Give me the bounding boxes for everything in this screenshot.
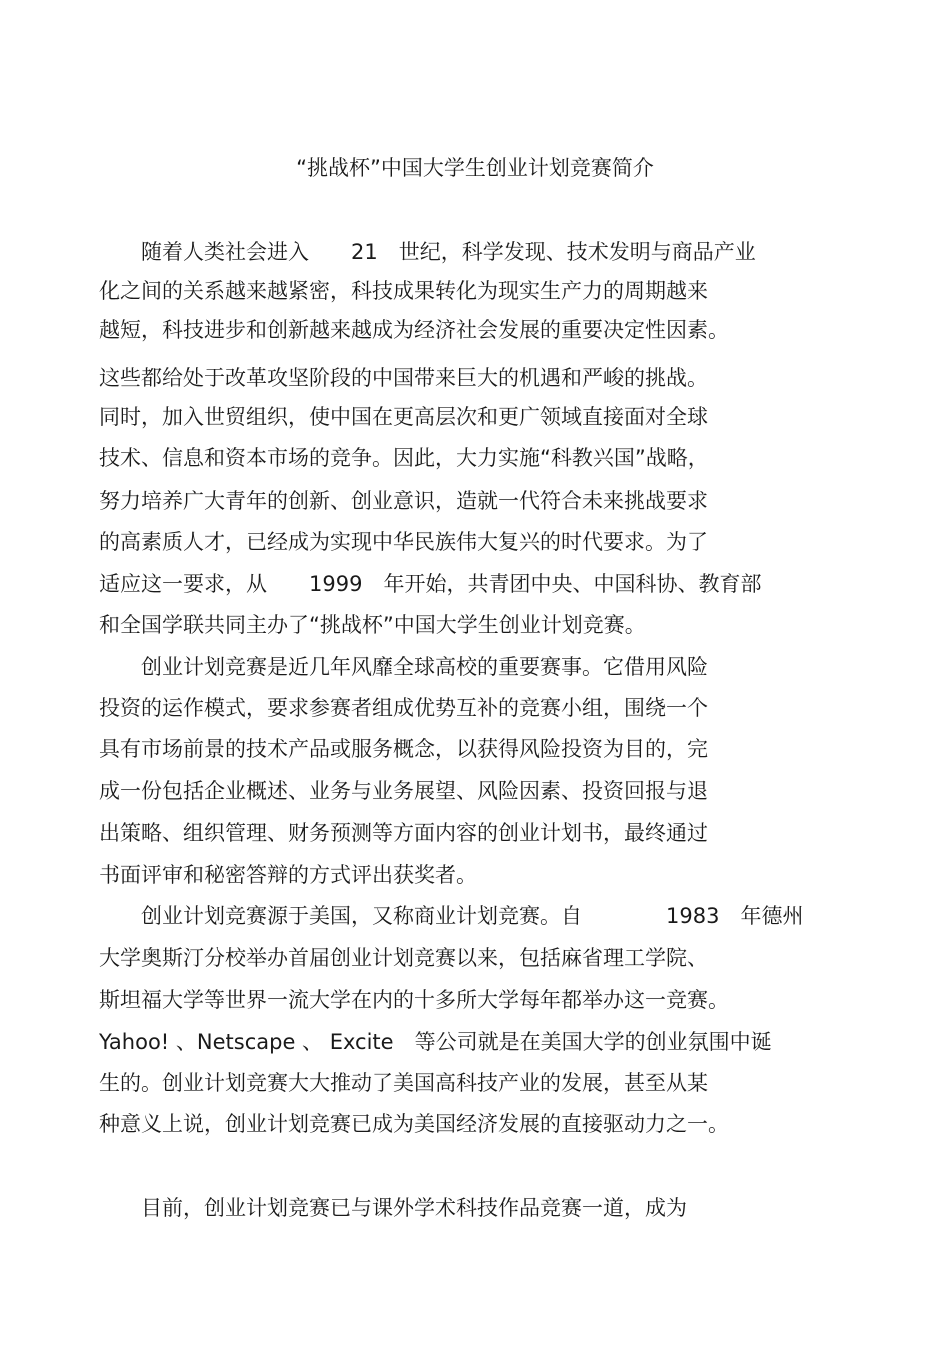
body-line: 投资的运作模式，要求参赛者组成优势互补的竞赛小组，围绕一个 bbox=[99, 696, 708, 720]
body-line: 的高素质人才，已经成为实现中华民族伟大复兴的时代要求。为了 bbox=[99, 530, 708, 554]
document-title: “挑战杯”中国大学生创业计划竞赛简介 bbox=[296, 156, 654, 180]
body-line: 具有市场前景的技术产品或服务概念，以获得风险投资为目的，完 bbox=[99, 737, 708, 761]
body-line: 种意义上说，创业计划竞赛已成为美国经济发展的直接驱动力之一。 bbox=[99, 1112, 729, 1136]
body-line: 适应这一要求，从 1999 年开始，共青团中央、中国科协、教育部 bbox=[99, 572, 762, 596]
body-line: 出策略、组织管理、财务预测等方面内容的创业计划书，最终通过 bbox=[99, 821, 708, 845]
body-line: 越短，科技进步和创新越来越成为经济社会发展的重要决定性因素。 bbox=[99, 318, 729, 342]
body-line: 斯坦福大学等世界一流大学在内的十多所大学每年都举办这一竞赛。 bbox=[99, 988, 729, 1012]
body-line: 这些都给处于改革攻坚阶段的中国带来巨大的机遇和严峻的挑战。 bbox=[99, 366, 708, 390]
body-line: 努力培养广大青年的创新、创业意识，造就一代符合未来挑战要求 bbox=[99, 489, 708, 513]
body-line: 成一份包括企业概述、业务与业务展望、风险因素、投资回报与退 bbox=[99, 779, 708, 803]
body-line: 创业计划竞赛是近几年风靡全球高校的重要赛事。它借用风险 bbox=[99, 655, 708, 679]
body-line: 大学奥斯汀分校举办首届创业计划竞赛以来，包括麻省理工学院、 bbox=[99, 946, 708, 970]
body-line: 创业计划竞赛源于美国，又称商业计划竞赛。自 1983 年德州 bbox=[99, 904, 804, 928]
body-line: Yahoo! 、Netscape 、 Excite 等公司就是在美国大学的创业氛围中诞 bbox=[99, 1030, 772, 1054]
body-line: 同时，加入世贸组织，使中国在更高层次和更广领域直接面对全球 bbox=[99, 405, 708, 429]
body-line: 书面评审和秘密答辩的方式评出获奖者。 bbox=[99, 863, 477, 887]
body-line: 化之间的关系越来越紧密，科技成果转化为现实生产力的周期越来 bbox=[99, 279, 708, 303]
body-line: 随着人类社会进入 21 世纪，科学发现、技术发明与商品产业 bbox=[99, 240, 756, 264]
body-line: 技术、信息和资本市场的竞争。因此，大力实施“科教兴国”战略， bbox=[99, 446, 709, 470]
body-line: 和全国学联共同主办了“挑战杯”中国大学生创业计划竞赛。 bbox=[99, 613, 646, 637]
body-line: 目前，创业计划竞赛已与课外学术科技作品竞赛一道，成为 bbox=[99, 1196, 687, 1220]
body-line: 生的。创业计划竞赛大大推动了美国高科技产业的发展，甚至从某 bbox=[99, 1071, 708, 1095]
